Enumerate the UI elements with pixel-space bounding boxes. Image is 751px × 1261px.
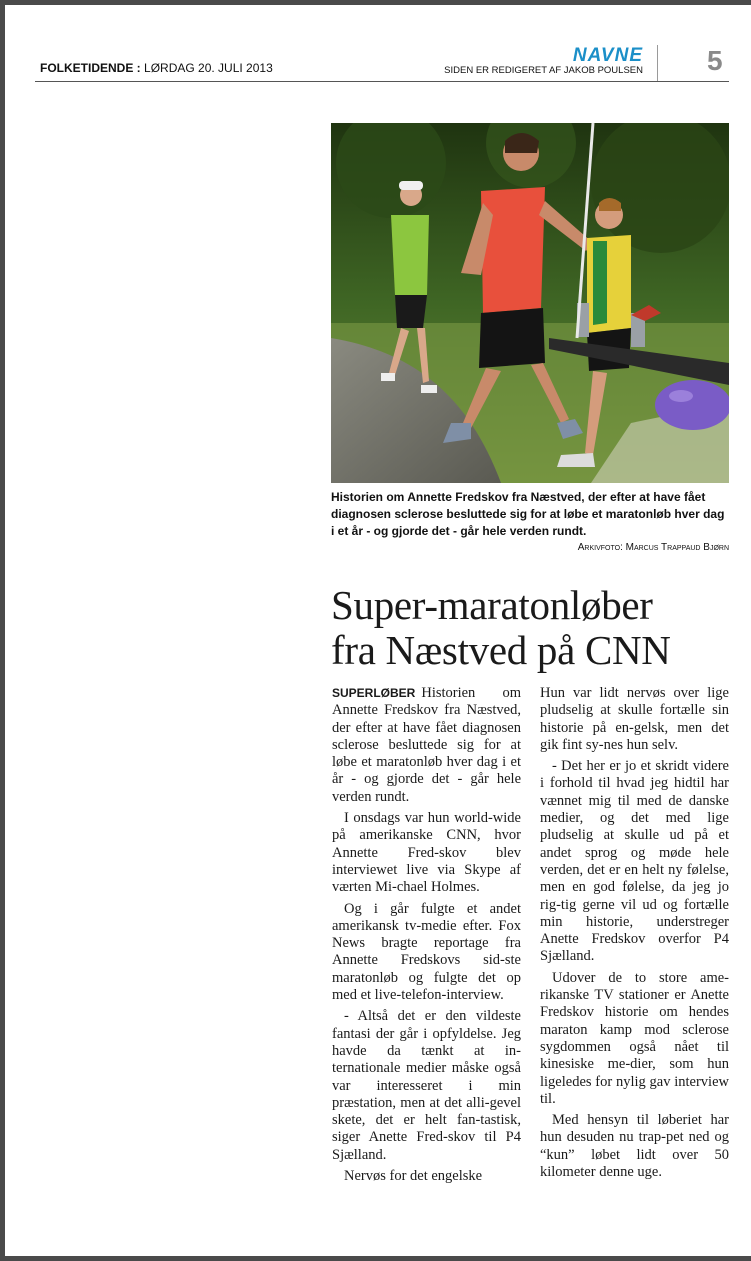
- paragraph: Med hensyn til løberiet har hun desuden nu trap-pet ned og “kun” løbet lidt over 50 kilometer denne uge.: [540, 1112, 729, 1181]
- newspaper-page: [5, 5, 751, 1256]
- paragraph: I onsdags var hun world-wide på amerikanske CNN, hvor Annette Fred-skov blev interviewet live via Skype af værten Mi-chael Holmes.: [332, 810, 521, 896]
- paragraph: Udover de to store ame-rikanske TV stationer er Anette Fredskov historie om hendes maraton kamp mod sclerose sygdommen også nået til kinesiske me-dier, som hun ligeledes for nylig gav interview til.: [540, 969, 729, 1107]
- paragraph: - Altså det er den vildeste fantasi der går i opfyldelse. Jeg havde da tænkt at in-ternationale medier måske også var interesseret i min præstation, men at det alli-gevel skete, det er helt fan-tastisk, siger Anette Fred-skov til P4 Sjælland.: [332, 1008, 521, 1163]
- article-column-2: [540, 685, 729, 1185]
- runners-photo: [331, 123, 729, 483]
- paragraph: Hun var lidt nervøs over lige pludselig at skulle fortælle sin historie på en-gelsk, men det gik fint sy-nes hun selv.: [540, 685, 729, 753]
- headline-line-2: fra Næstved på CNN: [331, 627, 671, 673]
- photo-caption: Historien om Annette Fredskov fra Næstved, der efter at have fået diagnosen sclerose besluttede sig for at løbe et maratonløb hver dag i et år - og gjorde det - går hele verden rundt.: [331, 490, 725, 538]
- photo-credit: [331, 542, 729, 553]
- paragraph: - Det her er jo et skridt videre i forhold til hvad jeg hidtil har vænnet mig til med de danske medier, og det med lige pludselig at skulle ud på et andet sprog og møde hele verden, det er en helt ny følelse, men en god følelse, da jeg jo rig-tig gerne vil ud og fortælle min historie, understreger Anette Fredskov overfor P4 Sjælland.: [540, 758, 729, 965]
- headline-line-1: Super-maratonløber: [331, 582, 653, 628]
- issue-date: LØRDAG 20. JULI 2013: [144, 61, 273, 75]
- article-column-1: [332, 685, 521, 1189]
- article-kicker: SUPERLØBER: [332, 686, 416, 700]
- header-rule: [35, 81, 729, 82]
- photo-credit-text: Arkivfoto: Marcus Trappaud Bjørn: [577, 542, 729, 553]
- paper-name: FOLKETIDENDE :: [40, 61, 141, 75]
- header-divider: [657, 45, 658, 81]
- section-title: NAVNE: [572, 45, 643, 66]
- paragraph: [332, 685, 521, 806]
- paragraph-text: Historien om Annette Fredskov fra Næstved, der efter at have fået diagnosen sclerose besluttede sig for at løbe et maratonløb hver dag i et år - og gjorde det - går hele verden rundt.: [332, 685, 521, 805]
- paragraph: Nervøs for det engelske: [344, 1168, 483, 1185]
- page-number: 5: [707, 45, 723, 76]
- article-headline: [331, 583, 741, 673]
- masthead-dateline: [40, 61, 273, 75]
- section-editor: SIDEN ER REDIGERET AF JAKOB POULSEN: [444, 65, 643, 76]
- runners-illustration: [331, 123, 729, 483]
- paragraph: Og i går fulgte et andet amerikansk tv-medie efter. Fox News bragte reportage fra Annette Fredskovs sid-ste maratonløb og fulgte det op med et live-telefon-interview.: [332, 900, 521, 1004]
- purple-balloon: [655, 380, 729, 430]
